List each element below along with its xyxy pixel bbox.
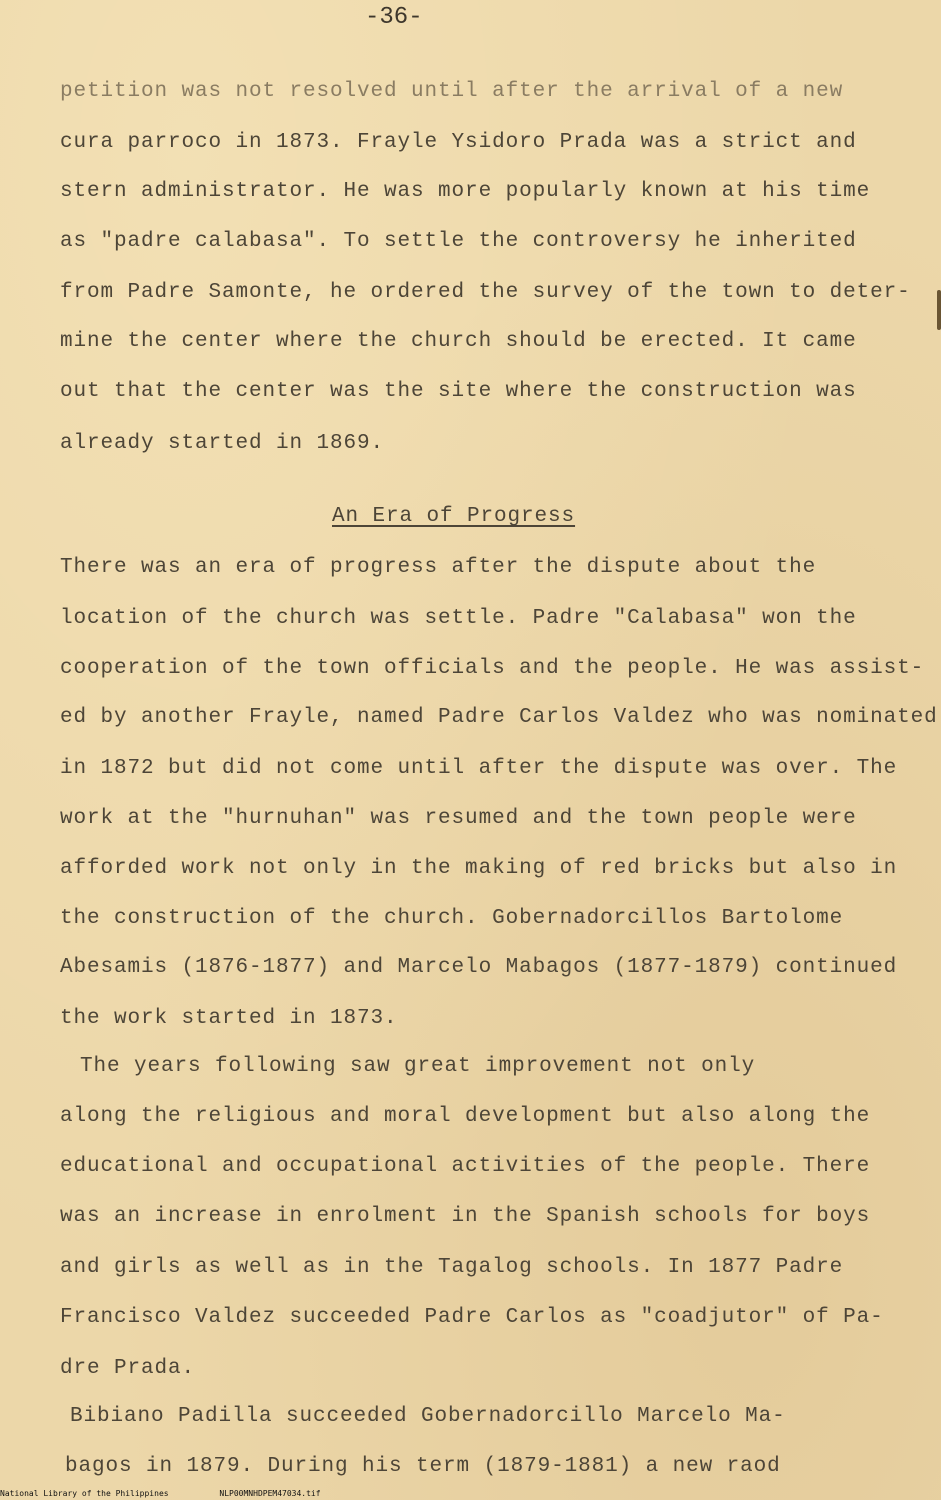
text-line: Bibiano Padilla succeeded Gobernadorcillo Marcelo Ma- (70, 1405, 786, 1428)
footer-library: National Library of the Philippines (0, 1489, 169, 1498)
text-line: Francisco Valdez succeeded Padre Carlos as "coadjutor" of Pa- (60, 1306, 884, 1329)
text-line: bagos in 1879. During his term (1879-1881) a new raod (65, 1455, 781, 1478)
text-line: afforded work not only in the making of red bricks but also in (60, 857, 898, 880)
text-line: in 1872 but did not come until after the dispute was over. The (60, 757, 898, 780)
text-line: ed by another Frayle, named Padre Carlos Valdez who was nominated (60, 706, 938, 729)
text-line: work at the "hurnuhan" was resumed and the town people were (60, 807, 857, 830)
text-line: from Padre Samonte, he ordered the survey of the town to deter- (60, 281, 911, 304)
text-line: The years following saw great improvement not only (80, 1055, 756, 1078)
page-number: -36- (365, 4, 423, 31)
footer-filename: NLP00MNHDPEM47034.tif (219, 1489, 321, 1498)
text-line: Abesamis (1876-1877) and Marcelo Mabagos (1877-1879) continued (60, 956, 898, 979)
text-line: petition was not resolved until after the arrival of a new (60, 80, 844, 103)
text-line: There was an era of progress after the dispute about the (60, 556, 817, 579)
text-line: as "padre calabasa". To settle the controversy he inherited (60, 230, 857, 253)
section-heading: An Era of Progress (332, 505, 576, 528)
text-line: cura parroco in 1873. Frayle Ysidoro Prada was a strict and (60, 131, 857, 154)
text-line: was an increase in enrolment in the Spanish schools for boys (60, 1205, 871, 1228)
text-line: educational and occupational activities of the people. There (60, 1155, 871, 1178)
text-line: already started in 1869. (60, 432, 385, 455)
text-line: mine the center where the church should be erected. It came (60, 330, 857, 353)
scan-footer (0, 1489, 367, 1498)
text-line: the work started in 1873. (60, 1007, 398, 1030)
text-line: along the religious and moral development but also along the (60, 1105, 871, 1128)
paper-mark (937, 290, 941, 330)
text-line: the construction of the church. Gobernadorcillos Bartolome (60, 907, 844, 930)
text-line: stern administrator. He was more popularly known at his time (60, 180, 871, 203)
text-line: cooperation of the town officials and the people. He was assist- (60, 657, 925, 680)
text-line: out that the center was the site where the construction was (60, 380, 857, 403)
text-line: location of the church was settle. Padre "Calabasa" won the (60, 607, 857, 630)
text-line: and girls as well as in the Tagalog schools. In 1877 Padre (60, 1256, 844, 1279)
text-line: dre Prada. (60, 1357, 196, 1380)
